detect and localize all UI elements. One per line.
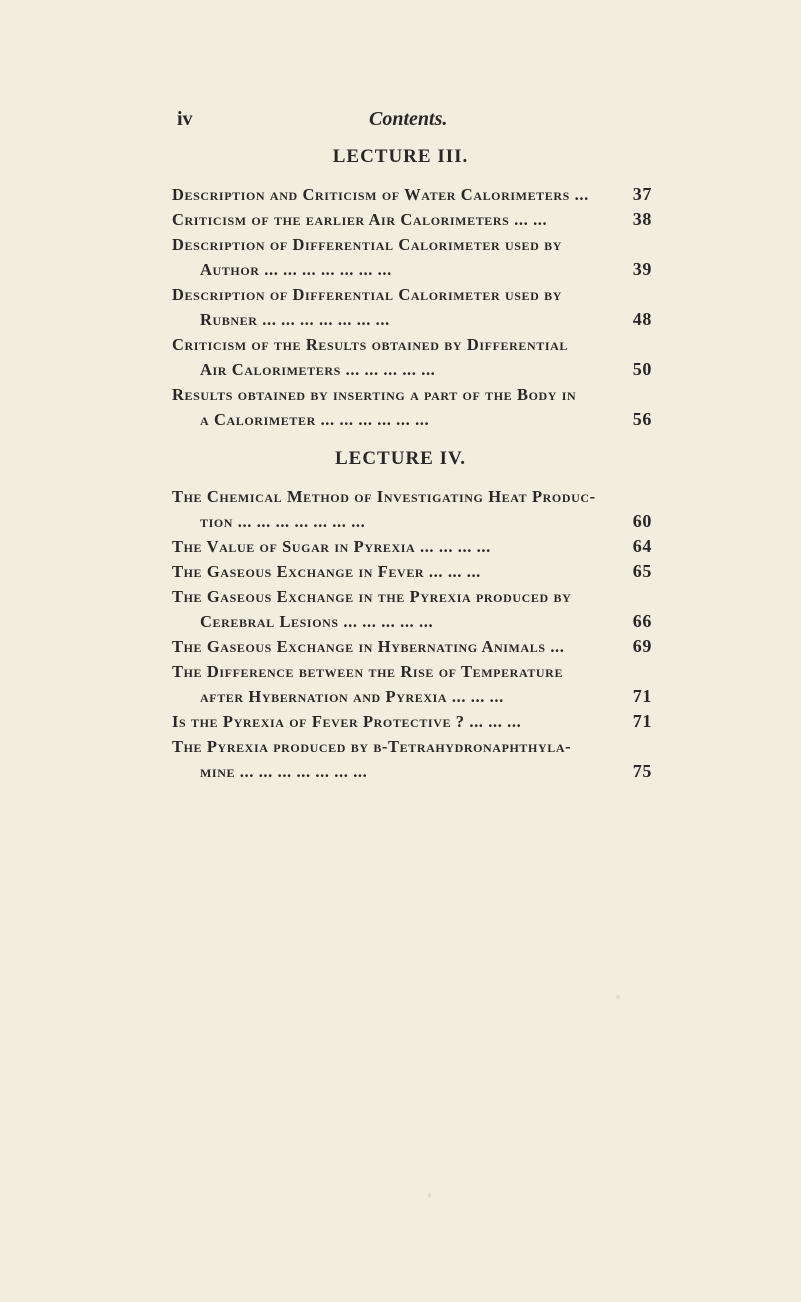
entry-page-number: 39 [632, 259, 652, 279]
entry-page-number: 37 [632, 184, 652, 204]
running-title: Contents. [369, 108, 448, 130]
entry-page-number: 56 [632, 409, 652, 429]
entry-text-continued: Author ... ... ... ... ... ... ... [200, 260, 392, 279]
entry-page-number: 66 [632, 611, 652, 631]
entry-text: Results obtained by inserting a part of the Body in [172, 385, 577, 404]
toc-entry [172, 709, 652, 734]
entry-text: Criticism of the earlier Air Calorimeters ... ... [172, 210, 548, 229]
entry-text: Description of Differential Calorimeter used by [172, 235, 562, 254]
toc-entry [172, 332, 652, 382]
entry-text-continued: tion ... ... ... ... ... ... ... [200, 512, 366, 531]
entry-text: The Difference between the Rise of Temperature [172, 662, 564, 681]
entry-text: The Chemical Method of Investigating Heat Produc- [172, 487, 596, 506]
entry-text: The Gaseous Exchange in Hybernating Animals ... [172, 637, 565, 656]
entry-text-continued: mine ... ... ... ... ... ... ... [200, 762, 368, 781]
entry-text: The Gaseous Exchange in the Pyrexia produced by [172, 587, 572, 606]
toc-entry [172, 734, 652, 784]
entry-text: The Value of Sugar in Pyrexia ... ... ... ... [172, 537, 491, 556]
page-number: iv [177, 108, 193, 130]
entry-page-number: 69 [632, 636, 652, 656]
toc-entry [172, 559, 652, 584]
paper-speck [428, 1193, 431, 1198]
entry-text: Is the Pyrexia of Fever Protective ? ... ... ... [172, 712, 522, 731]
toc-entry [172, 382, 652, 432]
entry-text-continued: Rubner ... ... ... ... ... ... ... [200, 310, 390, 329]
entry-page-number: 38 [632, 209, 652, 229]
entry-page-number: 65 [632, 561, 652, 581]
toc-entry [172, 282, 652, 332]
entry-text-continued: Cerebral Lesions ... ... ... ... ... [200, 612, 434, 631]
toc-entry [172, 634, 652, 659]
lecture-heading: LECTURE III. [332, 146, 469, 167]
entry-text: Description of Differential Calorimeter used by [172, 285, 562, 304]
entry-page-number: 50 [632, 359, 652, 379]
entry-text-continued: Air Calorimeters ... ... ... ... ... [200, 360, 436, 379]
lecture-heading: LECTURE IV. [334, 448, 467, 469]
toc-section-lecture-iii [172, 182, 652, 432]
entry-page-number: 60 [632, 511, 652, 531]
running-head [177, 108, 657, 136]
toc-section-lecture-iv [172, 484, 652, 784]
entry-page-number: 71 [632, 711, 652, 731]
toc-entry [172, 659, 652, 709]
toc-entry [172, 534, 652, 559]
entry-text: Description and Criticism of Water Calorimeters ... [172, 185, 589, 204]
toc-entry [172, 232, 652, 282]
entry-text-continued: a Calorimeter ... ... ... ... ... ... [200, 410, 430, 429]
entry-page-number: 64 [632, 536, 652, 556]
entry-text: The Pyrexia produced by β-Tetrahydronaphthyla- [172, 737, 572, 756]
toc-entry [172, 182, 652, 207]
entry-page-number: 75 [632, 761, 652, 781]
paper-speck [616, 995, 620, 999]
entry-text-continued: after Hybernation and Pyrexia ... ... ... [200, 687, 504, 706]
toc-entry [172, 484, 652, 534]
entry-text: Criticism of the Results obtained by Differential [172, 335, 568, 354]
entry-page-number: 48 [632, 309, 652, 329]
toc-entry [172, 584, 652, 634]
entry-page-number: 71 [632, 686, 652, 706]
toc-entry [172, 207, 652, 232]
entry-text: The Gaseous Exchange in Fever ... ... ... [172, 562, 481, 581]
